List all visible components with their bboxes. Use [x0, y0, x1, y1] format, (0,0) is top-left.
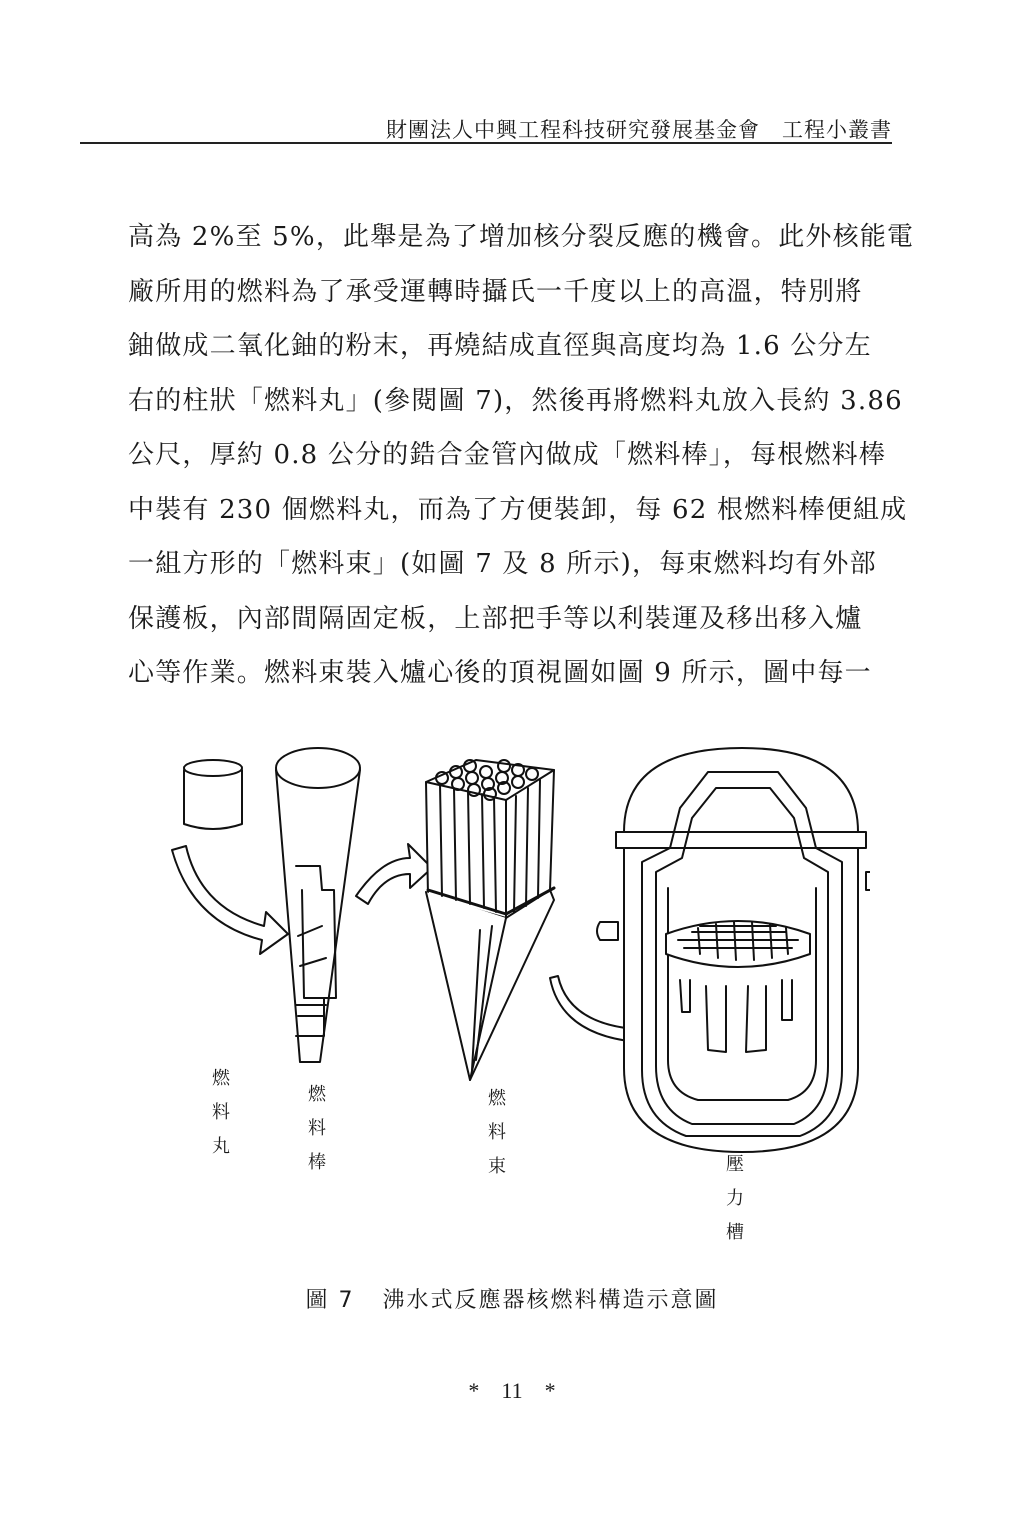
label-fuel-bundle: 燃料束: [485, 1088, 506, 1190]
body-line: 心等作業。燃料束裝入爐心後的頂視圖如圖 9 所示，圖中每一: [128, 658, 872, 688]
label-pressure-vessel: 壓力槽: [723, 1154, 744, 1256]
body-paragraph: [128, 210, 915, 701]
body-line: 高為 2%至 5%，此舉是為了增加核分裂反應的機會。此外核能電: [128, 222, 915, 252]
figure-caption: [0, 1283, 1024, 1314]
caption-number: 圖 7: [305, 1288, 355, 1313]
body-line: 鈾做成二氧化鈾的粉末，再燒結成直徑與高度均為 1.6 公分左: [128, 331, 872, 361]
header-title: 財團法人中興工程科技研究發展基金會 工程小叢書: [386, 118, 892, 142]
body-line: 中裝有 230 個燃料丸，而為了方便裝卸，每 62 根燃料棒便組成: [128, 494, 908, 525]
label-fuel-rod: 燃料棒: [305, 1084, 326, 1186]
label-fuel-pellet: 燃料丸: [209, 1068, 230, 1170]
fuel-pellet-drawing: [184, 760, 242, 829]
header-divider: [80, 142, 892, 144]
body-line: 公尺，厚約 0.8 公分的鋯合金管內做成「燃料棒」，每根燃料棒: [128, 440, 887, 470]
fuel-structure-figure: [170, 740, 870, 1260]
fuel-bundle-drawing: [426, 760, 554, 1080]
caption-text: 沸水式反應器核燃料構造示意圖: [382, 1288, 719, 1313]
body-line: 右的柱狀「燃料丸」(參閱圖 7)，然後再將燃料丸放入長約 3.86: [128, 385, 903, 416]
page-number: * 11 *: [468, 1378, 556, 1403]
body-line: 廠所用的燃料為了承受運轉時攝氏一千度以上的高溫，特別將: [128, 276, 863, 307]
arrow-icon: [172, 846, 288, 954]
pressure-vessel-drawing: [597, 748, 870, 1152]
fuel-rod-drawing: [276, 748, 360, 1062]
body-line: 一組方形的「燃料束」(如圖 7 及 8 所示)，每束燃料均有外部: [128, 549, 877, 579]
body-line: 保護板，內部間隔固定板，上部把手等以利裝運及移出移入爐: [128, 603, 863, 634]
arrow-icon: [356, 844, 432, 904]
